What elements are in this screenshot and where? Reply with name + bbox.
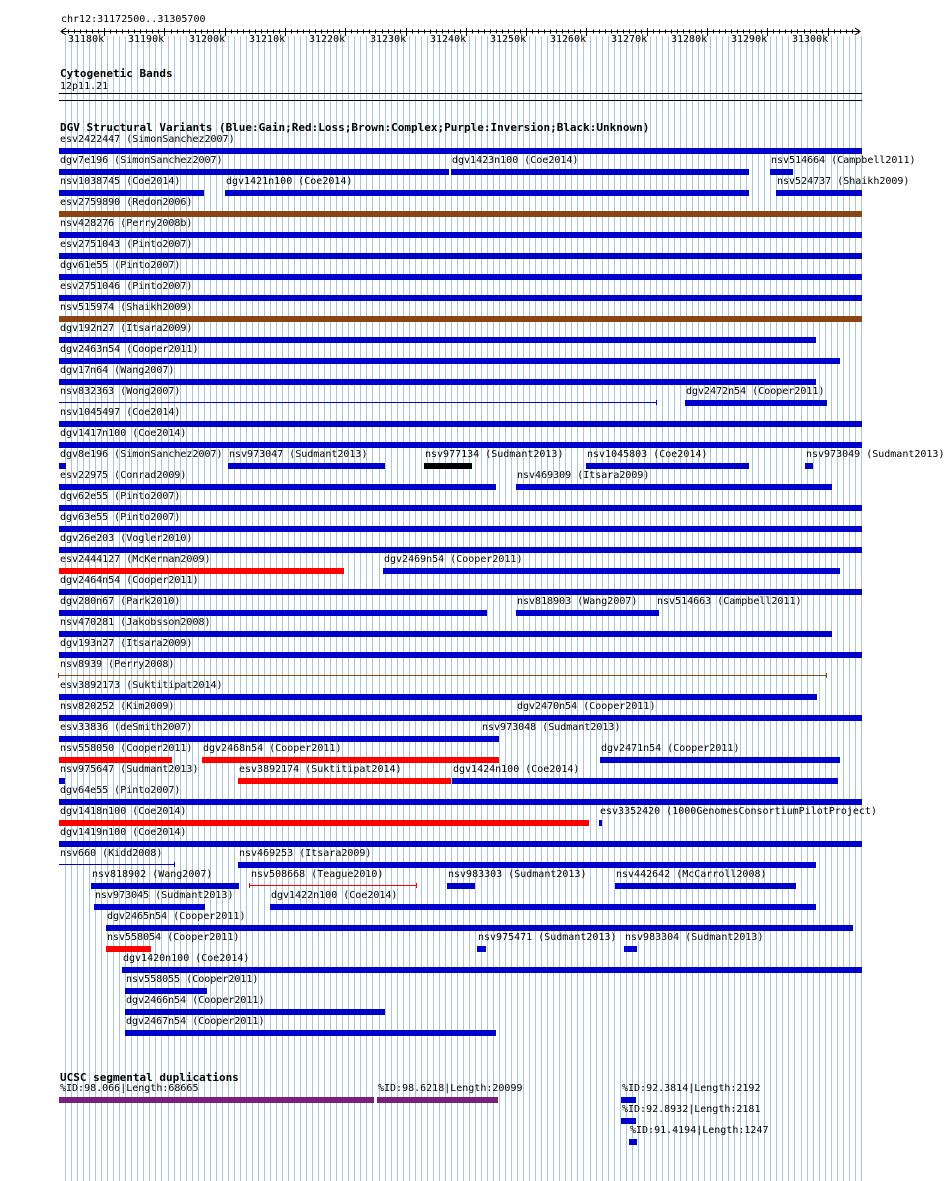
ruler-tick-label: 31210k bbox=[249, 34, 286, 45]
feature-label: dgv1423n100 (Coe2014) bbox=[452, 155, 579, 166]
feature-glyph[interactable] bbox=[621, 1097, 636, 1103]
feature-glyph[interactable] bbox=[94, 904, 205, 910]
ruler-tick-label: 31180k bbox=[68, 34, 105, 45]
feature-label: dgv2468n54 (Cooper2011) bbox=[203, 743, 342, 754]
feature-label: dgv1420n100 (Coe2014) bbox=[123, 953, 250, 964]
ruler-tick-label: 31270k bbox=[611, 34, 648, 45]
feature-label: nsv515974 (Shaikh2009) bbox=[60, 302, 193, 313]
feature-label: nsv1038745 (Coe2014) bbox=[60, 176, 181, 187]
feature-label: nsv524737 (Shaikh2009) bbox=[777, 176, 910, 187]
feature-label: %ID:98.066|Length:68665 bbox=[60, 1083, 199, 1094]
feature-label: nsv832363 (Wong2007) bbox=[60, 386, 181, 397]
feature-label: dgv2463n54 (Cooper2011) bbox=[60, 344, 199, 355]
feature-label: dgv26e203 (Vogler2010) bbox=[60, 533, 193, 544]
feature-glyph[interactable] bbox=[59, 1097, 374, 1103]
feature-glyph[interactable] bbox=[59, 547, 862, 553]
feature-end-cap bbox=[58, 673, 59, 678]
ruler-range-label: chr12:31172500..31305700 bbox=[61, 14, 206, 25]
cytoband-label: 12p11.21 bbox=[60, 81, 109, 92]
feature-glyph[interactable] bbox=[59, 778, 65, 784]
feature-glyph[interactable] bbox=[59, 484, 496, 490]
feature-glyph[interactable] bbox=[59, 736, 481, 742]
feature-label: nsv469253 (Itsara2009) bbox=[239, 848, 372, 859]
feature-label: nsv983304 (Sudmant2013) bbox=[625, 932, 764, 943]
feature-glyph[interactable] bbox=[59, 841, 862, 847]
feature-label: dgv64e55 (Pinto2007) bbox=[60, 785, 181, 796]
feature-label: nsv470281 (Jakobsson2008) bbox=[60, 617, 211, 628]
feature-label: dgv62e55 (Pinto2007) bbox=[60, 491, 181, 502]
ruler-tick-label: 31220k bbox=[309, 34, 346, 45]
feature-label: nsv428276 (Perry2008b) bbox=[60, 218, 193, 229]
feature-label: nsv975471 (Sudmant2013) bbox=[478, 932, 617, 943]
feature-end-cap bbox=[416, 883, 417, 888]
feature-label: esv22975 (Conrad2009) bbox=[60, 470, 187, 481]
feature-glyph[interactable] bbox=[383, 568, 840, 574]
feature-glyph[interactable] bbox=[516, 484, 832, 490]
feature-label: dgv8e196 (SimonSanchez2007) bbox=[60, 449, 223, 460]
feature-label: %ID:98.6218|Length:20099 bbox=[378, 1083, 523, 1094]
cytobands-track-title: Cytogenetic Bands bbox=[60, 67, 173, 80]
feature-label: esv2422447 (SimonSanchez2007) bbox=[60, 134, 235, 145]
feature-label: dgv63e55 (Pinto2007) bbox=[60, 512, 181, 523]
feature-label: dgv280n67 (Park2010) bbox=[60, 596, 181, 607]
feature-label: nsv977134 (Sudmant2013) bbox=[425, 449, 564, 460]
feature-glyph[interactable] bbox=[629, 1139, 637, 1145]
feature-glyph[interactable] bbox=[59, 148, 862, 154]
feature-label: nsv469309 (Itsara2009) bbox=[517, 470, 650, 481]
feature-glyph[interactable] bbox=[59, 274, 862, 280]
feature-glyph[interactable] bbox=[59, 232, 862, 238]
feature-label: nsv514663 (Campbell2011) bbox=[657, 596, 802, 607]
feature-glyph[interactable] bbox=[624, 946, 637, 952]
feature-glyph[interactable] bbox=[59, 379, 816, 385]
feature-label: dgv2472n54 (Cooper2011) bbox=[686, 386, 825, 397]
feature-label: nsv973045 (Sudmant2013) bbox=[95, 890, 234, 901]
feature-glyph[interactable] bbox=[424, 463, 472, 469]
feature-label: esv2759890 (Redon2006) bbox=[60, 197, 193, 208]
feature-label: nsv983303 (Sudmant2013) bbox=[448, 869, 587, 880]
feature-label: nsv818903 (Wang2007) bbox=[517, 596, 638, 607]
feature-glyph[interactable] bbox=[452, 778, 838, 784]
feature-glyph[interactable] bbox=[656, 610, 659, 616]
feature-glyph[interactable] bbox=[516, 715, 862, 721]
feature-glyph[interactable] bbox=[250, 885, 416, 886]
feature-label: esv3892174 (Suktitipat2014) bbox=[239, 764, 402, 775]
ruler-tick-label: 31260k bbox=[550, 34, 587, 45]
feature-label: dgv17n64 (Wang2007) bbox=[60, 365, 175, 376]
feature-label: esv2444127 (McKernan2009) bbox=[60, 554, 211, 565]
feature-label: dgv1417n100 (Coe2014) bbox=[60, 428, 187, 439]
feature-label: nsv558054 (Cooper2011) bbox=[107, 932, 240, 943]
feature-glyph[interactable] bbox=[59, 799, 862, 805]
feature-glyph[interactable] bbox=[59, 631, 832, 637]
segdup-track-title: UCSC segmental duplications bbox=[60, 1071, 239, 1084]
feature-label: nsv1045497 (Coe2014) bbox=[60, 407, 181, 418]
feature-glyph[interactable] bbox=[238, 862, 816, 868]
feature-glyph[interactable] bbox=[238, 778, 451, 784]
dgv-track-title: DGV Structural Variants (Blue:Gain;Red:Loss;Brown:Complex;Purple:Inversion;Black:Unknown) bbox=[60, 121, 650, 134]
feature-end-cap bbox=[174, 862, 175, 867]
feature-glyph[interactable] bbox=[59, 463, 66, 469]
feature-label: nsv660 (Kidd2008) bbox=[60, 848, 163, 859]
feature-label: nsv442642 (McCarroll2008) bbox=[616, 869, 767, 880]
feature-label: dgv2467n54 (Cooper2011) bbox=[126, 1016, 265, 1027]
feature-glyph[interactable] bbox=[125, 988, 207, 994]
feature-label: dgv2465n54 (Cooper2011) bbox=[107, 911, 246, 922]
feature-label: esv3352420 (1000GenomesConsortiumPilotProject) bbox=[600, 806, 877, 817]
feature-label: nsv975647 (Sudmant2013) bbox=[60, 764, 199, 775]
ruler-tick-label: 31230k bbox=[370, 34, 407, 45]
feature-glyph[interactable] bbox=[377, 1097, 498, 1103]
cytoband-line-lower bbox=[59, 100, 862, 101]
feature-glyph[interactable] bbox=[59, 757, 172, 763]
feature-glyph[interactable] bbox=[59, 610, 487, 616]
feature-label: dgv2470n54 (Cooper2011) bbox=[517, 701, 656, 712]
ruler-tick-label: 31300k bbox=[792, 34, 829, 45]
feature-glyph[interactable] bbox=[59, 694, 817, 700]
feature-label: dgv1421n100 (Coe2014) bbox=[226, 176, 353, 187]
feature-glyph[interactable] bbox=[621, 1118, 636, 1124]
feature-label: nsv973047 (Sudmant2013) bbox=[229, 449, 368, 460]
feature-label: nsv973049 (Sudmant2013) bbox=[806, 449, 944, 460]
feature-glyph[interactable] bbox=[59, 295, 862, 301]
feature-glyph[interactable] bbox=[516, 610, 656, 616]
feature-glyph[interactable] bbox=[59, 568, 344, 574]
feature-glyph[interactable] bbox=[481, 736, 499, 742]
feature-label: dgv2466n54 (Cooper2011) bbox=[126, 995, 265, 1006]
feature-glyph[interactable] bbox=[59, 358, 840, 364]
feature-glyph[interactable] bbox=[59, 211, 862, 217]
feature-glyph[interactable] bbox=[776, 190, 862, 196]
feature-end-cap bbox=[656, 400, 657, 405]
feature-glyph[interactable] bbox=[59, 169, 449, 175]
feature-glyph[interactable] bbox=[228, 463, 385, 469]
feature-glyph[interactable] bbox=[225, 190, 749, 196]
feature-glyph[interactable] bbox=[59, 589, 862, 595]
feature-label: dgv1424n100 (Coe2014) bbox=[453, 764, 580, 775]
feature-label: dgv192n27 (Itsara2009) bbox=[60, 323, 193, 334]
feature-glyph[interactable] bbox=[600, 757, 840, 763]
feature-label: nsv820252 (Kim2009) bbox=[60, 701, 175, 712]
ruler-tick-label: 31280k bbox=[671, 34, 708, 45]
cytoband-line bbox=[59, 93, 862, 94]
feature-label: nsv558055 (Cooper2011) bbox=[126, 974, 259, 985]
ruler-tick-label: 31200k bbox=[189, 34, 226, 45]
feature-label: dgv1418n100 (Coe2014) bbox=[60, 806, 187, 817]
feature-label: dgv7e196 (SimonSanchez2007) bbox=[60, 155, 223, 166]
feature-glyph[interactable] bbox=[59, 820, 589, 826]
feature-end-cap bbox=[826, 673, 827, 678]
feature-glyph[interactable] bbox=[59, 421, 862, 427]
feature-glyph[interactable] bbox=[106, 946, 151, 952]
feature-glyph[interactable] bbox=[59, 402, 656, 403]
feature-glyph[interactable] bbox=[685, 400, 827, 406]
feature-glyph[interactable] bbox=[770, 169, 793, 175]
feature-glyph[interactable] bbox=[59, 652, 862, 658]
feature-label: dgv2464n54 (Cooper2011) bbox=[60, 575, 199, 586]
ruler-tick-label: 31290k bbox=[731, 34, 768, 45]
feature-glyph[interactable] bbox=[59, 505, 862, 511]
feature-glyph[interactable] bbox=[125, 1030, 496, 1036]
feature-label: %ID:92.3814|Length:2192 bbox=[622, 1083, 761, 1094]
feature-glyph[interactable] bbox=[122, 967, 862, 973]
feature-label: nsv558050 (Cooper2011) bbox=[60, 743, 193, 754]
feature-glyph[interactable] bbox=[447, 883, 475, 889]
feature-glyph[interactable] bbox=[59, 864, 174, 865]
feature-glyph[interactable] bbox=[59, 253, 862, 259]
feature-glyph[interactable] bbox=[125, 1009, 385, 1015]
feature-label: esv33836 (deSmith2007) bbox=[60, 722, 193, 733]
feature-label: esv2751046 (Pinto2007) bbox=[60, 281, 193, 292]
feature-glyph[interactable] bbox=[59, 675, 826, 676]
feature-glyph[interactable] bbox=[615, 883, 796, 889]
feature-glyph[interactable] bbox=[59, 316, 862, 322]
feature-label: nsv1045803 (Coe2014) bbox=[587, 449, 708, 460]
feature-glyph[interactable] bbox=[451, 169, 749, 175]
feature-label: esv3892173 (Suktitipat2014) bbox=[60, 680, 223, 691]
feature-label: dgv2471n54 (Cooper2011) bbox=[601, 743, 740, 754]
feature-glyph[interactable] bbox=[59, 190, 204, 196]
feature-glyph[interactable] bbox=[59, 526, 862, 532]
feature-glyph[interactable] bbox=[805, 463, 813, 469]
feature-glyph[interactable] bbox=[91, 883, 239, 889]
feature-label: nsv514664 (Campbell2011) bbox=[771, 155, 916, 166]
feature-label: nsv508668 (Teague2010) bbox=[251, 869, 384, 880]
feature-label: nsv8939 (Perry2008) bbox=[60, 659, 175, 670]
ruler-tick-label: 31190k bbox=[128, 34, 165, 45]
feature-glyph[interactable] bbox=[59, 442, 862, 448]
feature-glyph[interactable] bbox=[270, 904, 816, 910]
feature-end-cap bbox=[249, 883, 250, 888]
feature-label: dgv61e55 (Pinto2007) bbox=[60, 260, 181, 271]
feature-glyph[interactable] bbox=[477, 946, 486, 952]
feature-label: %ID:91.4194|Length:1247 bbox=[630, 1125, 769, 1136]
ruler-tick-label: 31240k bbox=[430, 34, 467, 45]
feature-label: dgv193n27 (Itsara2009) bbox=[60, 638, 193, 649]
feature-label: %ID:92.8932|Length:2181 bbox=[622, 1104, 761, 1115]
ruler-tick-label: 31250k bbox=[490, 34, 527, 45]
feature-label: nsv818902 (Wang2007) bbox=[92, 869, 213, 880]
feature-glyph[interactable] bbox=[599, 820, 602, 826]
feature-label: dgv1419n100 (Coe2014) bbox=[60, 827, 187, 838]
feature-label: dgv1422n100 (Coe2014) bbox=[271, 890, 398, 901]
feature-label: dgv2469n54 (Cooper2011) bbox=[384, 554, 523, 565]
feature-glyph[interactable] bbox=[202, 757, 499, 763]
feature-label: esv2751043 (Pinto2007) bbox=[60, 239, 193, 250]
feature-glyph[interactable] bbox=[586, 463, 749, 469]
feature-glyph[interactable] bbox=[106, 925, 853, 931]
feature-glyph[interactable] bbox=[59, 337, 816, 343]
feature-label: nsv973048 (Sudmant2013) bbox=[482, 722, 621, 733]
